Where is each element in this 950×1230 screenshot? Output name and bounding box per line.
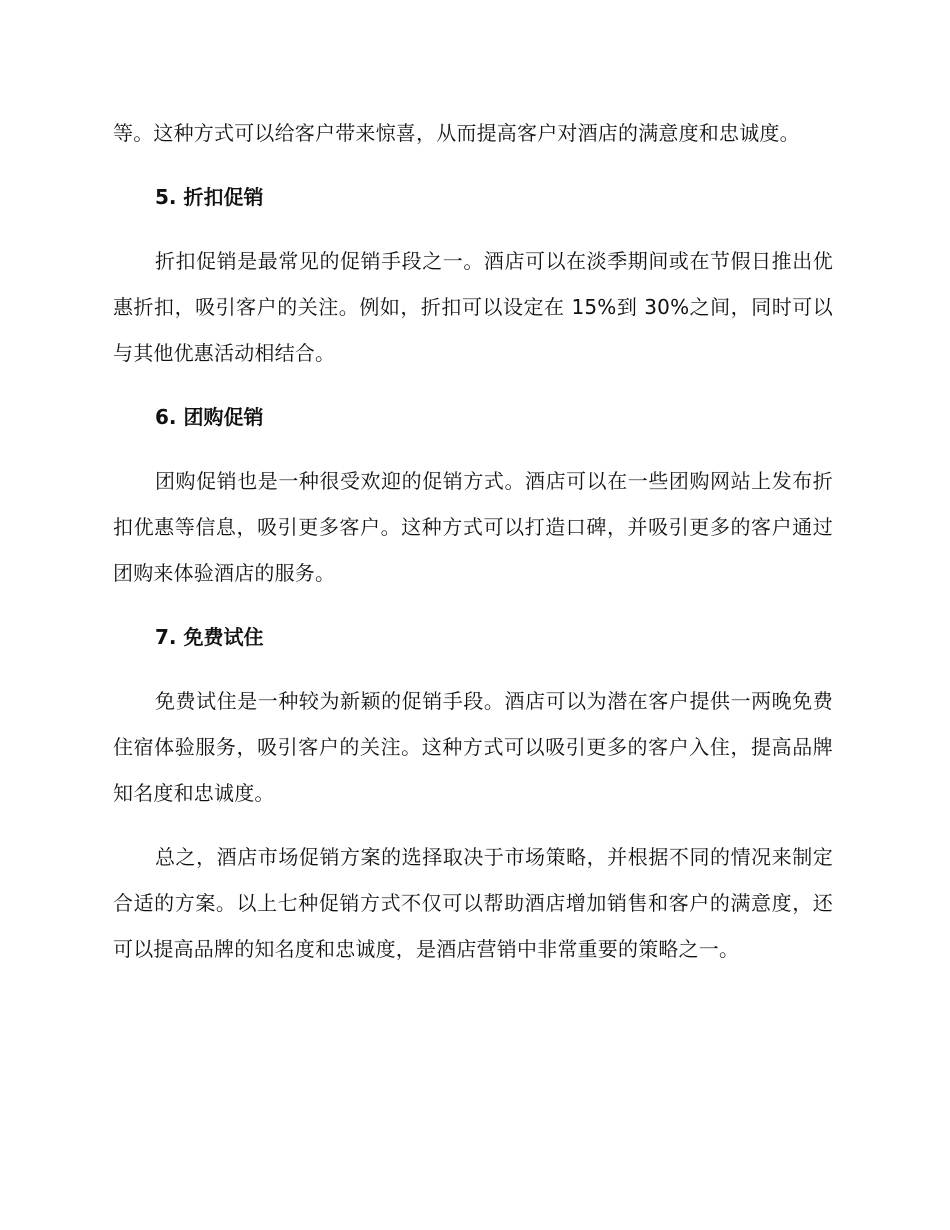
paragraph-group-buy: 团购促销也是一种很受欢迎的促销方式。酒店可以在一些团购网站上发布折扣优惠等信息，吸引更多客户。这种方式可以打造口碑，并吸引更多的客户通过团购来体验酒店的服务。 xyxy=(113,469,833,585)
paragraph-discount: 折扣促销是最常见的促销手段之一。酒店可以在淡季期间或在节假日推出优惠折扣，吸引客户的关注。例如，折扣可以设定在 15%到 30%之间，同时可以与其他优惠活动相结合。 xyxy=(113,249,833,365)
paragraph-conclusion: 总之，酒店市场促销方案的选择取决于市场策略，并根据不同的情况来制定合适的方案。以上七种促销方式不仅可以帮助酒店增加销售和客户的满意度，还可以提高品牌的知名度和忠诚度，是酒店营销中非常重要的策略之一。 xyxy=(113,845,833,961)
section-heading-group-buy: 6. 团购促销 xyxy=(155,405,264,429)
section-heading-discount: 5. 折扣促销 xyxy=(155,185,264,209)
paragraph-continuation: 等。这种方式可以给客户带来惊喜，从而提高客户对酒店的满意度和忠诚度。 xyxy=(113,121,800,145)
paragraph-free-trial: 免费试住是一种较为新颖的促销手段。酒店可以为潜在客户提供一两晚免费住宿体验服务，吸引客户的关注。这种方式可以吸引更多的客户入住，提高品牌知名度和忠诚度。 xyxy=(113,689,833,805)
document-body xyxy=(113,110,833,990)
section-heading-free-trial: 7. 免费试住 xyxy=(155,625,264,649)
